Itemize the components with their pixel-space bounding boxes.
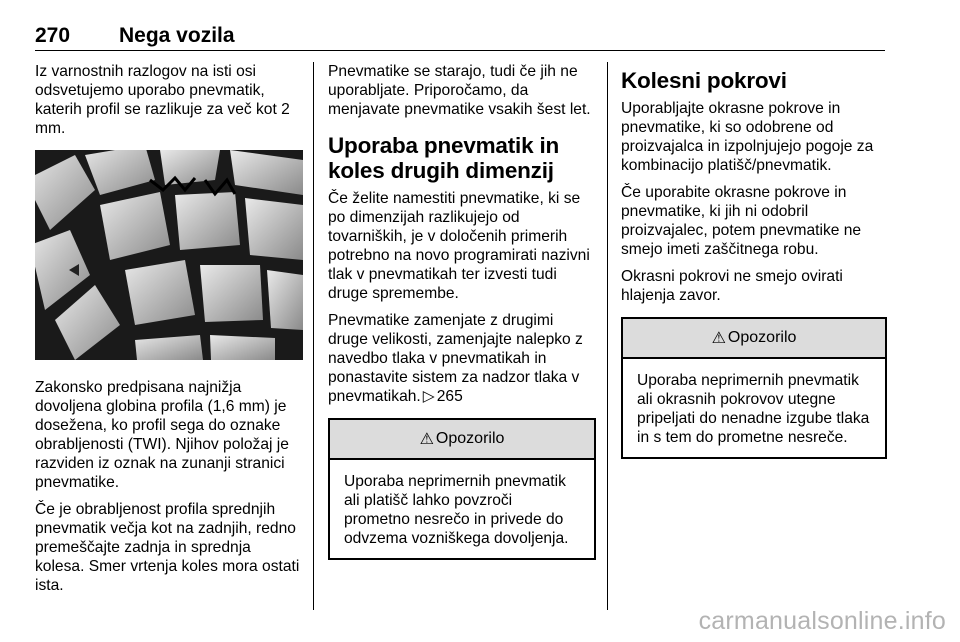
warning-text: Uporaba neprimernih pnevmatik ali okrasnih pokrovov utegne pripeljati do nenadne izgube tlaka in s tem do prometne nesreče. [637,372,870,446]
warning-header [330,420,594,460]
warning-box [328,418,596,560]
section-heading: Kolesni pokrovi [621,68,787,93]
page-reference-arrow-icon: ▷ [422,388,435,405]
paragraph: Če želite namestiti pnevmatike, ki se po dimenzijah razlikujejo od tovarniških, je v določenih primerih potrebno na novo programirati nazivni tlak v pnevmatikah ter izvesti tudi druge spremembe. [328,190,590,302]
paragraph: Če uporabite okrasne pokrove in pnevmatike, ki jih ni odobril proizvajalec, potem pnevmatike ne smejo imeti zaščitnega robu. [621,184,862,258]
tire-tread-illustration [35,150,303,360]
column-divider [313,62,314,610]
warning-triangle-icon: ⚠ [711,330,726,347]
section-title: Nega vozila [119,24,235,47]
paragraph: Okrasni pokrovi ne smejo ovirati hlajenja zavor. [621,268,843,304]
warning-box [621,317,887,459]
paragraph-text: Pnevmatike zamenjate z drugimi druge velikosti, zamenjajte nalepko z navedbo tlaka v pnevmatikah in ponastavite sistem za nadzor tlaka v pnevmatikah. [328,312,583,405]
column-left [35,62,301,603]
column-middle [328,62,596,560]
section-heading: Uporaba pnevmatik in koles drugih dimenzij [328,133,560,183]
paragraph: Če je obrabljenost profila sprednjih pnevmatik večja kot na zadnjih, redno premeščajte zadnja in sprednja kolesa. Smer vrtenja koles mora ostati ista. [35,501,300,594]
warning-title: Opozorilo [435,430,505,447]
warning-header [623,319,885,359]
column-divider [607,62,608,610]
paragraph: Zakonsko predpisana najnižja dovoljena globina profila (1,6 mm) je dosežena, ko profil sega do oznake obrabljenosti (TWI). Njihov položaj je razviden iz oznak na zunanji stranici pnevmatike. [35,379,289,491]
column-right [621,62,887,459]
paragraph: Pnevmatike se starajo, tudi če jih ne uporabljate. Priporočamo, da menjavate pnevmatike vsakih šest let. [328,63,591,118]
page-reference[interactable]: 265 [436,388,463,405]
watermark: carmanualsonline.info [698,607,946,635]
paragraph: Iz varnostnih razlogov na isti osi odsvetujemo uporabo pnevmatik, katerih profil se razlikuje za več kot 2 mm. [35,63,290,137]
page-header [35,22,885,51]
warning-title: Opozorilo [727,329,797,346]
paragraph [328,311,596,406]
page-number: 270 [35,24,71,47]
warning-triangle-icon: ⚠ [419,431,434,448]
warning-text: Uporaba neprimernih pnevmatik ali platišč lahko povzroči prometno nesrečo in privede do odvzema vozniškega dovoljenja. [344,473,569,547]
paragraph: Uporabljajte okrasne pokrove in pnevmatike, ki so odobrene od proizvajalca in izpolnjujejo pogoje za kombinacijo platišč/pnevmatik. [621,100,874,174]
